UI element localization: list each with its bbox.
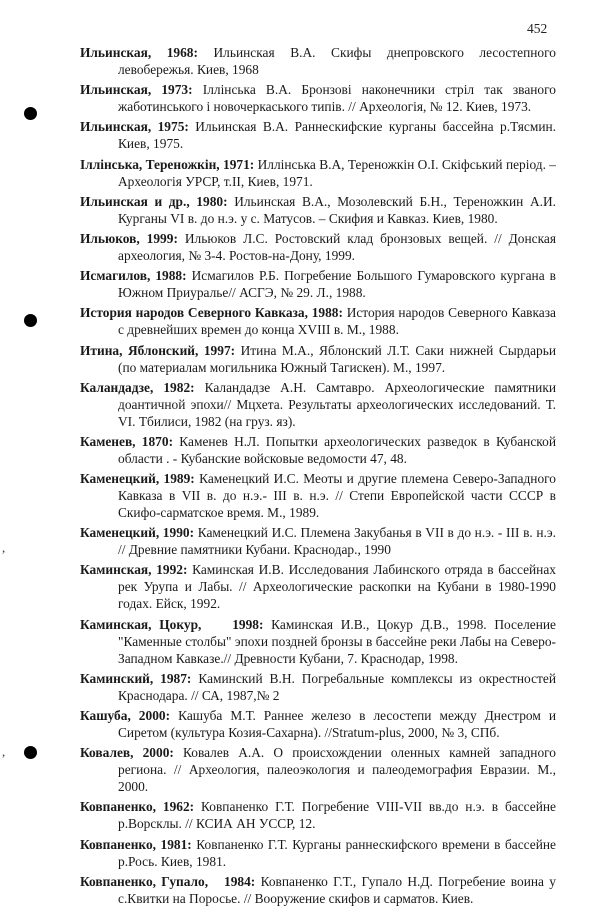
entry-key: Каландадзе, 1982: [80, 379, 195, 395]
entry-text: Каменецкий И.С. Племена Закубанья в VII в до н.э. - III в. н.э. // Древние памятники Кубани. Краснодар., 1990 [118, 525, 556, 558]
entry-key: Ильинская, 1975: [80, 119, 189, 135]
bibliography-list [80, 44, 556, 910]
entry-text: Иллінська В.А, Тереножкін О.І. Скіфський період. – Археологія УРСР, т.ІІ, Киев, 1971. [118, 156, 556, 189]
entry-key: Ильинская, 1968: [80, 45, 198, 60]
entry-key: Іллінська, Тереножкін, 1971: [80, 156, 255, 172]
entry-text: Ильинская В.А. Раннескифские курганы бассейна р.Тясмин. Киев, 1975. [118, 119, 557, 152]
entry-text: Ковпаненко Г.Т. Погребение VIII-VII вв.до н.э. в бассейне р.Ворсклы. // КСИА АН УССР, 12. [118, 799, 557, 832]
entry-text: Іллінська В.А. Бронзові наконечники стріл так званого жаботинського і новочеркаського типів. // Археологія, № 12. Киев, 1973. [118, 82, 556, 115]
entry-key: История народов Северного Кавказа, 1988: [80, 305, 343, 321]
margin-dot-mark [24, 107, 37, 120]
entry-key: Кашуба, 2000: [80, 708, 171, 723]
entry-key: Каминская, 1992: [80, 562, 188, 578]
entry-key: Каминская, Цокур, 1998: [80, 616, 264, 632]
bibliography-entry [80, 836, 556, 870]
entry-text: Ковпаненко Г.Т., Гупало Н.Д. Погребение воина у с.Квитки на Поросье. // Вооружение скифов и сарматов. Киев. [118, 873, 556, 906]
bibliography-entry [80, 342, 556, 376]
entry-key: Исмагилов, 1988: [80, 268, 187, 284]
entry-text: Исмагилов Р.Б. Погребение Большого Гумаровского кургана в Южном Приуралье// АСГЭ, № 29. Л., 1988. [118, 268, 556, 301]
margin-dot-mark [24, 746, 37, 759]
entry-text: Каменев Н.Л. Попытки археологических разведок в Кубанской области . - Кубанские войсковые ведомости 47, 48. [118, 433, 556, 466]
entry-text: Кашуба М.Т. Раннее железо в лесостепи между Днестром и Сиретом (культура Козия-Сахарна). //Stratum-plus, 2000, № 3, СПб. [118, 708, 556, 740]
bibliography-entry [80, 230, 556, 264]
entry-key: Ильинская и др., 1980: [80, 193, 228, 209]
entry-text: Ковпаненко Г.Т. Курганы раннескифского времени в бассейне р.Рось. Киев, 1981. [118, 836, 556, 869]
bibliography-entry [80, 118, 556, 152]
entry-text: Ковалев А.А. О происхождении оленных камней западного региона. // Археология, палеоэкология и палеодемография Евразии. М., 2000. [118, 745, 556, 795]
entry-key: Ильинская, 1973: [80, 82, 193, 98]
margin-comma-mark: , [2, 744, 6, 759]
entry-text: Ильинская В.А., Мозолевский Б.Н., Тереножкин А.И. Курганы VI в. до н.э. у с. Матусов. – Скифия и Кавказ. Киев, 1980. [118, 193, 556, 226]
entry-key: Каменецкий, 1990: [80, 525, 195, 541]
bibliography-entry [80, 524, 556, 558]
page-number: 452 [527, 21, 548, 36]
entry-text: Каминский В.Н. Погребальные комплексы из окрестностей Краснодара. // СА, 1987,№ 2 [118, 670, 556, 703]
bibliography-entry [80, 744, 556, 795]
entry-text: Каландадзе А.Н. Самтавро. Археологические памятники доантичной эпохи// Мцхета. Результаты археологических исследований. Т. VI. Тбилиси, 1982 (на груз. яз). [118, 379, 556, 429]
entry-key: Каминский, 1987: [80, 670, 192, 686]
bibliography-entry [80, 156, 556, 190]
bibliography-entry [80, 616, 556, 667]
entry-key: Ковпаненко, 1962: [80, 799, 195, 815]
entry-text: Ильюков Л.С. Ростовский клад бронзовых вещей. // Донская археология, № 3-4. Ростов-на-Дону, 1999. [118, 230, 556, 263]
entry-key: Ковалев, 2000: [80, 745, 174, 761]
entry-key: Каменев, 1870: [80, 433, 174, 449]
entry-text: Каменецкий И.С. Меоты и другие племена Северо-Западного Кавказа в VII в. до н.э.- III в. н.э. // Степи Европейской части СССР в Скифо-сарматское время. М., 1989. [118, 471, 556, 521]
entry-key: Ковпаненко, 1981: [80, 836, 192, 852]
entry-key: Ковпаненко, Гупало, 1984: [80, 873, 256, 889]
entry-key: Итина, Яблонский, 1997: [80, 342, 236, 358]
bibliography-entry [80, 707, 556, 741]
bibliography-entry [80, 873, 556, 907]
entry-text: Ильинская В.А. Скифы днепровского лесостепного левобережья. Киев, 1968 [118, 45, 556, 77]
entry-text: Итина М.А., Яблонский Л.Т. Саки нижней Сырдарьи (по материалам могильника Южный Тагискен). М., 1997. [118, 342, 556, 375]
entry-key: Каменецкий, 1989: [80, 471, 195, 487]
margin-dot-mark [24, 314, 37, 327]
bibliography-entry [80, 44, 556, 78]
entry-text: История народов Северного Кавказа с древнейших времен до конца XVIII в. М., 1988. [118, 305, 556, 338]
margin-comma-mark: , [2, 540, 6, 555]
bibliography-entry [80, 561, 556, 612]
bibliography-entry [80, 193, 556, 227]
bibliography-entry [80, 267, 556, 301]
bibliography-entry [80, 470, 556, 521]
bibliography-entry [80, 670, 556, 704]
bibliography-entry [80, 798, 556, 832]
bibliography-entry [80, 433, 556, 467]
entry-key: Ильюков, 1999: [80, 230, 178, 246]
entry-text: Каминская И.В., Цокур Д.В., 1998. Поселение "Каменные столбы" эпохи поздней бронзы в бассейне реки Лабы на Северо-Западном Кавказе.// Древности Кубани, 7. Краснодар, 1998. [118, 616, 556, 666]
bibliography-entry [80, 379, 556, 430]
bibliography-entry [80, 81, 556, 115]
entry-text: Каминская И.В. Исследования Лабинского отряда в бассейнах рек Урупа и Лабы. // Археологические раскопки на Кубани в 1980-1990 годах. Ейск, 1992. [118, 562, 556, 612]
bibliography-entry [80, 304, 556, 338]
